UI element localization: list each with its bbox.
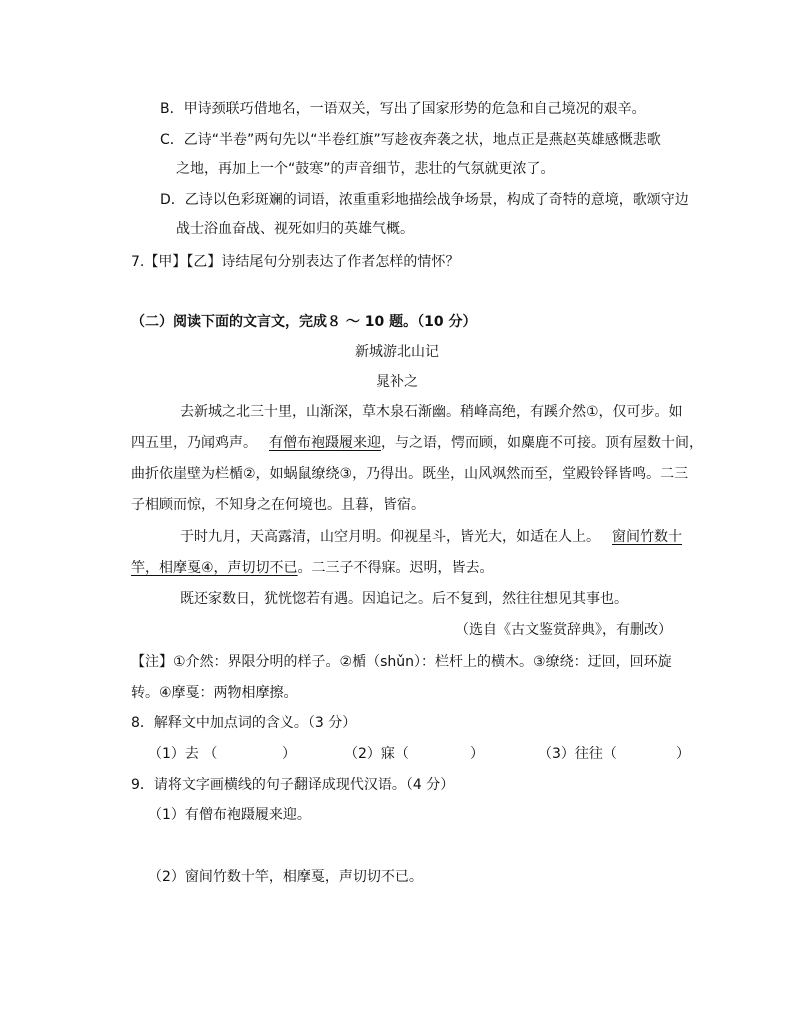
passage-p1-line-2	[131, 434, 703, 452]
question-8-item-2-close: ）	[470, 746, 484, 762]
passage-p2-line-1	[180, 528, 682, 546]
passage-source: （选自《古文鉴赏辞典》，有删改）	[455, 622, 672, 638]
question-8-item-2: （2）寐（	[344, 746, 409, 762]
passage-title: 新城游北山记	[355, 344, 439, 360]
passage-p2-line-1-start: 于时九月，天高露清，山空月明。仰视星斗，皆光大，如适在人上。	[180, 529, 600, 545]
section-2-heading: （二）阅读下面的文言文，完成８ ～ 10 题。（10 分）	[131, 314, 477, 330]
question-8-item-3-close: ）	[676, 746, 690, 762]
option-c-line-2: 之地，再加上一个“鼓寒”的声音细节，悲壮的气氛就更浓了。	[176, 161, 555, 177]
question-8-stem: 8．解释文中加点词的含义。（3 分）	[131, 715, 357, 731]
option-d-line-1: D．乙诗以色彩斑斓的词语，浓重重彩地描绘战争场景，构成了奇特的意境，歌颂守边	[160, 192, 689, 208]
option-d-line-2: 战士浴血奋战、视死如归的英雄气概。	[176, 221, 414, 237]
question-9-item-2: （2）窗间竹数十竿，相摩戛，声切切不已。	[148, 869, 423, 885]
underlined-sentence-2b: 竿，相摩戛④，声切切不已	[131, 560, 298, 576]
question-9-stem: 9．请将文字画横线的句子翻译成现代汉语。（4 分）	[131, 777, 455, 793]
underlined-sentence-1: 有僧布袍蹑履来迎	[269, 435, 381, 451]
passage-p2-line-2-end: 。二三子不得寐。迟明，皆去。	[297, 560, 494, 576]
passage-p3: 既还家数日，犹恍惚若有遇。因追记之。后不复到，然往往想见其事也。	[180, 591, 628, 607]
passage-p1-line-3: 曲折依崖壁为栏楯②，如蜗鼠缭绕③，乃得出。既坐，山风飒然而至，堂殿铃铎皆鸣。二三	[131, 466, 689, 482]
option-b: B．甲诗颈联巧借地名，一语双关，写出了国家形势的危急和自己境况的艰辛。	[160, 101, 646, 117]
question-8-item-3: （3）往往（	[538, 746, 617, 762]
question-8-item-1: （1）去 （	[148, 746, 218, 762]
underlined-sentence-2a: 窗间竹数十	[612, 529, 682, 545]
question-9-item-1: （1）有僧布袍蹑履来迎。	[148, 807, 311, 823]
passage-p1-line-4: 子相顾而惊，不知身之在何境也。且暮，皆宿。	[131, 497, 425, 513]
passage-p1-line-2-start: 四五里，乃闻鸡声。	[131, 435, 257, 451]
passage-p1-line-2-end: ，与之语，愕而顾，如麋鹿不可接。顶有屋数十间，	[381, 435, 703, 451]
option-c-line-1: C．乙诗“半卷”两句先以“半卷红旗”写趁夜奔袭之状，地点正是燕赵英雄感慨悲歌	[160, 132, 661, 148]
passage-author: 晁补之	[376, 374, 418, 390]
question-7: 7.【甲】【乙】诗结尾句分别表达了作者怎样的情怀？	[131, 254, 460, 270]
notes-line-2: 转。④摩戛：两物相摩擦。	[131, 685, 298, 701]
question-8-item-1-close: ）	[282, 746, 296, 762]
notes-line-1: 【注】①介然：界限分明的样子。②楯（shǔn）：栏杆上的横木。③缭绕：迂回，回环旋	[131, 654, 672, 670]
passage-p2-line-2	[131, 559, 494, 577]
passage-p1-line-1: 去新城之北三十里，山渐深，草木泉石渐幽。稍峰高绝，有蹊介然①，仅可步。如	[180, 404, 683, 420]
